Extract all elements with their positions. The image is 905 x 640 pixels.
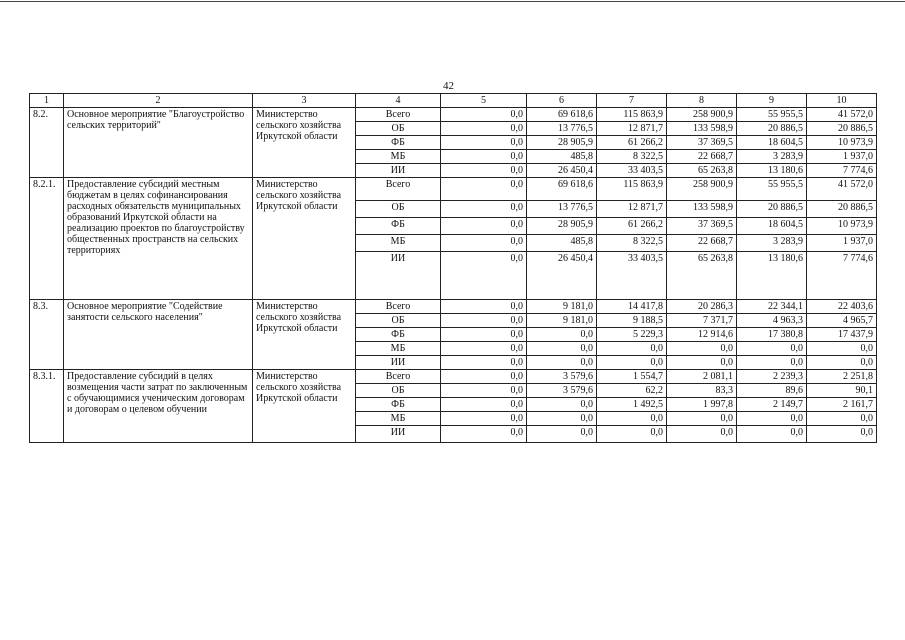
funding-source: МБ xyxy=(356,150,441,164)
section-name: Предоставление субсидий в целях возмещения части затрат по заключенным с обучающимися ученическим договорам и договорам о целевом обучении xyxy=(64,370,253,443)
value-cell: 8 322,5 xyxy=(597,235,667,252)
value-cell: 0,0 xyxy=(441,328,527,342)
funding-source: МБ xyxy=(356,412,441,426)
value-cell: 55 955,5 xyxy=(737,108,807,122)
value-cell: 115 863,9 xyxy=(597,178,667,201)
funding-source: ОБ xyxy=(356,384,441,398)
value-cell: 0,0 xyxy=(527,412,597,426)
value-cell: 2 239,3 xyxy=(737,370,807,384)
value-cell: 7 774,6 xyxy=(807,164,877,178)
value-cell: 0,0 xyxy=(597,342,667,356)
value-cell: 1 554,7 xyxy=(597,370,667,384)
section-name: Предоставление субсидий местным бюджетам в целях софинансирования расходных обязательств муниципальных образований Иркутской области на реализацию проектов по благоустройству общественных пространств на сельских территориях xyxy=(64,178,253,300)
value-cell: 258 900,9 xyxy=(667,108,737,122)
header-cell: 7 xyxy=(597,94,667,108)
value-cell: 1 937,0 xyxy=(807,150,877,164)
funding-source: ФБ xyxy=(356,398,441,412)
funding-source: ОБ xyxy=(356,122,441,136)
value-cell: 14 417,8 xyxy=(597,300,667,314)
table-row xyxy=(30,300,877,314)
value-cell: 3 579,6 xyxy=(527,370,597,384)
value-cell: 0,0 xyxy=(441,314,527,328)
value-cell: 0,0 xyxy=(441,235,527,252)
value-cell: 0,0 xyxy=(597,426,667,443)
value-cell: 12 871,7 xyxy=(597,122,667,136)
value-cell: 0,0 xyxy=(597,412,667,426)
value-cell: 1 492,5 xyxy=(597,398,667,412)
value-cell: 10 973,9 xyxy=(807,136,877,150)
value-cell: 2 081,1 xyxy=(667,370,737,384)
value-cell: 133 598,9 xyxy=(667,201,737,218)
value-cell: 17 437,9 xyxy=(807,328,877,342)
value-cell: 0,0 xyxy=(667,412,737,426)
value-cell: 61 266,2 xyxy=(597,136,667,150)
value-cell: 2 161,7 xyxy=(807,398,877,412)
value-cell: 22 344,1 xyxy=(737,300,807,314)
value-cell: 22 403,6 xyxy=(807,300,877,314)
value-cell: 0,0 xyxy=(527,356,597,370)
value-cell: 0,0 xyxy=(441,398,527,412)
value-cell: 0,0 xyxy=(441,370,527,384)
value-cell: 0,0 xyxy=(807,356,877,370)
value-cell: 26 450,4 xyxy=(527,252,597,300)
funding-source: ОБ xyxy=(356,201,441,218)
funding-source: МБ xyxy=(356,342,441,356)
value-cell: 20 886,5 xyxy=(807,201,877,218)
value-cell: 55 955,5 xyxy=(737,178,807,201)
value-cell: 0,0 xyxy=(737,426,807,443)
value-cell: 12 914,6 xyxy=(667,328,737,342)
value-cell: 0,0 xyxy=(441,150,527,164)
value-cell: 0,0 xyxy=(597,356,667,370)
value-cell: 0,0 xyxy=(667,342,737,356)
section-code: 8.2.1. xyxy=(30,178,64,300)
header-row xyxy=(30,94,877,108)
section-code: 8.2. xyxy=(30,108,64,178)
value-cell: 61 266,2 xyxy=(597,218,667,235)
table-row xyxy=(30,370,877,384)
funding-source: Всего xyxy=(356,108,441,122)
funding-source: Всего xyxy=(356,370,441,384)
value-cell: 485,8 xyxy=(527,150,597,164)
value-cell: 3 283,9 xyxy=(737,150,807,164)
value-cell: 20 286,3 xyxy=(667,300,737,314)
funding-source: ФБ xyxy=(356,218,441,235)
value-cell: 0,0 xyxy=(807,412,877,426)
value-cell: 18 604,5 xyxy=(737,218,807,235)
header-cell: 6 xyxy=(527,94,597,108)
value-cell: 37 369,5 xyxy=(667,136,737,150)
value-cell: 69 618,6 xyxy=(527,178,597,201)
value-cell: 13 180,6 xyxy=(737,164,807,178)
funding-source: ФБ xyxy=(356,328,441,342)
value-cell: 0,0 xyxy=(441,122,527,136)
value-cell: 2 251,8 xyxy=(807,370,877,384)
section-executor: Министерство сельского хозяйства Иркутской области xyxy=(253,300,356,370)
value-cell: 8 322,5 xyxy=(597,150,667,164)
funding-source: ИИ xyxy=(356,426,441,443)
value-cell: 28 905,9 xyxy=(527,218,597,235)
value-cell: 20 886,5 xyxy=(737,201,807,218)
header-cell: 2 xyxy=(64,94,253,108)
section-name: Основное мероприятие "Благоустройство сельских территорий" xyxy=(64,108,253,178)
page-number: 42 xyxy=(443,80,454,92)
value-cell: 69 618,6 xyxy=(527,108,597,122)
header-cell: 1 xyxy=(30,94,64,108)
value-cell: 258 900,9 xyxy=(667,178,737,201)
value-cell: 133 598,9 xyxy=(667,122,737,136)
value-cell: 13 776,5 xyxy=(527,122,597,136)
value-cell: 17 380,8 xyxy=(737,328,807,342)
section-executor: Министерство сельского хозяйства Иркутской области xyxy=(253,178,356,300)
value-cell: 0,0 xyxy=(441,426,527,443)
value-cell: 10 973,9 xyxy=(807,218,877,235)
value-cell: 62,2 xyxy=(597,384,667,398)
funding-source: МБ xyxy=(356,235,441,252)
value-cell: 13 180,6 xyxy=(737,252,807,300)
value-cell: 0,0 xyxy=(441,108,527,122)
value-cell: 7 774,6 xyxy=(807,252,877,300)
value-cell: 0,0 xyxy=(527,328,597,342)
value-cell: 28 905,9 xyxy=(527,136,597,150)
value-cell: 0,0 xyxy=(441,356,527,370)
table-body xyxy=(30,94,877,443)
value-cell: 0,0 xyxy=(441,178,527,201)
value-cell: 4 965,7 xyxy=(807,314,877,328)
value-cell: 26 450,4 xyxy=(527,164,597,178)
table-row xyxy=(30,108,877,122)
section-executor: Министерство сельского хозяйства Иркутской области xyxy=(253,108,356,178)
table-row xyxy=(30,178,877,201)
funding-source: ОБ xyxy=(356,314,441,328)
value-cell: 0,0 xyxy=(807,342,877,356)
value-cell: 37 369,5 xyxy=(667,218,737,235)
value-cell: 0,0 xyxy=(667,356,737,370)
value-cell: 0,0 xyxy=(441,136,527,150)
section-executor: Министерство сельского хозяйства Иркутской области xyxy=(253,370,356,443)
value-cell: 0,0 xyxy=(737,342,807,356)
value-cell: 13 776,5 xyxy=(527,201,597,218)
value-cell: 0,0 xyxy=(527,398,597,412)
value-cell: 83,3 xyxy=(667,384,737,398)
value-cell: 65 263,8 xyxy=(667,252,737,300)
value-cell: 9 181,0 xyxy=(527,300,597,314)
section-code: 8.3. xyxy=(30,300,64,370)
header-cell: 5 xyxy=(441,94,527,108)
scan-edge-line xyxy=(0,1,905,2)
value-cell: 7 371,7 xyxy=(667,314,737,328)
value-cell: 1 997,8 xyxy=(667,398,737,412)
funding-source: ИИ xyxy=(356,356,441,370)
value-cell: 0,0 xyxy=(527,342,597,356)
value-cell: 33 403,5 xyxy=(597,252,667,300)
value-cell: 12 871,7 xyxy=(597,201,667,218)
funding-source: ФБ xyxy=(356,136,441,150)
funding-source: ИИ xyxy=(356,164,441,178)
program-funding-table xyxy=(29,93,877,443)
funding-source: ИИ xyxy=(356,252,441,300)
value-cell: 0,0 xyxy=(441,252,527,300)
section-code: 8.3.1. xyxy=(30,370,64,443)
value-cell: 3 283,9 xyxy=(737,235,807,252)
value-cell: 5 229,3 xyxy=(597,328,667,342)
value-cell: 2 149,7 xyxy=(737,398,807,412)
header-cell: 10 xyxy=(807,94,877,108)
value-cell: 41 572,0 xyxy=(807,178,877,201)
header-cell: 8 xyxy=(667,94,737,108)
value-cell: 0,0 xyxy=(527,426,597,443)
value-cell: 0,0 xyxy=(441,412,527,426)
value-cell: 3 579,6 xyxy=(527,384,597,398)
value-cell: 89,6 xyxy=(737,384,807,398)
value-cell: 22 668,7 xyxy=(667,150,737,164)
value-cell: 20 886,5 xyxy=(807,122,877,136)
value-cell: 0,0 xyxy=(807,426,877,443)
value-cell: 0,0 xyxy=(441,164,527,178)
value-cell: 41 572,0 xyxy=(807,108,877,122)
value-cell: 18 604,5 xyxy=(737,136,807,150)
header-cell: 9 xyxy=(737,94,807,108)
value-cell: 90,1 xyxy=(807,384,877,398)
value-cell: 0,0 xyxy=(737,412,807,426)
value-cell: 22 668,7 xyxy=(667,235,737,252)
value-cell: 485,8 xyxy=(527,235,597,252)
value-cell: 1 937,0 xyxy=(807,235,877,252)
value-cell: 4 963,3 xyxy=(737,314,807,328)
value-cell: 9 188,5 xyxy=(597,314,667,328)
value-cell: 0,0 xyxy=(441,300,527,314)
value-cell: 0,0 xyxy=(737,356,807,370)
value-cell: 0,0 xyxy=(441,384,527,398)
value-cell: 115 863,9 xyxy=(597,108,667,122)
value-cell: 0,0 xyxy=(441,342,527,356)
section-name: Основное мероприятие "Содействие занятости сельского населения" xyxy=(64,300,253,370)
funding-source: Всего xyxy=(356,300,441,314)
header-cell: 3 xyxy=(253,94,356,108)
value-cell: 9 181,0 xyxy=(527,314,597,328)
header-cell: 4 xyxy=(356,94,441,108)
value-cell: 0,0 xyxy=(667,426,737,443)
value-cell: 33 403,5 xyxy=(597,164,667,178)
value-cell: 65 263,8 xyxy=(667,164,737,178)
funding-source: Всего xyxy=(356,178,441,201)
value-cell: 0,0 xyxy=(441,218,527,235)
value-cell: 0,0 xyxy=(441,201,527,218)
value-cell: 20 886,5 xyxy=(737,122,807,136)
